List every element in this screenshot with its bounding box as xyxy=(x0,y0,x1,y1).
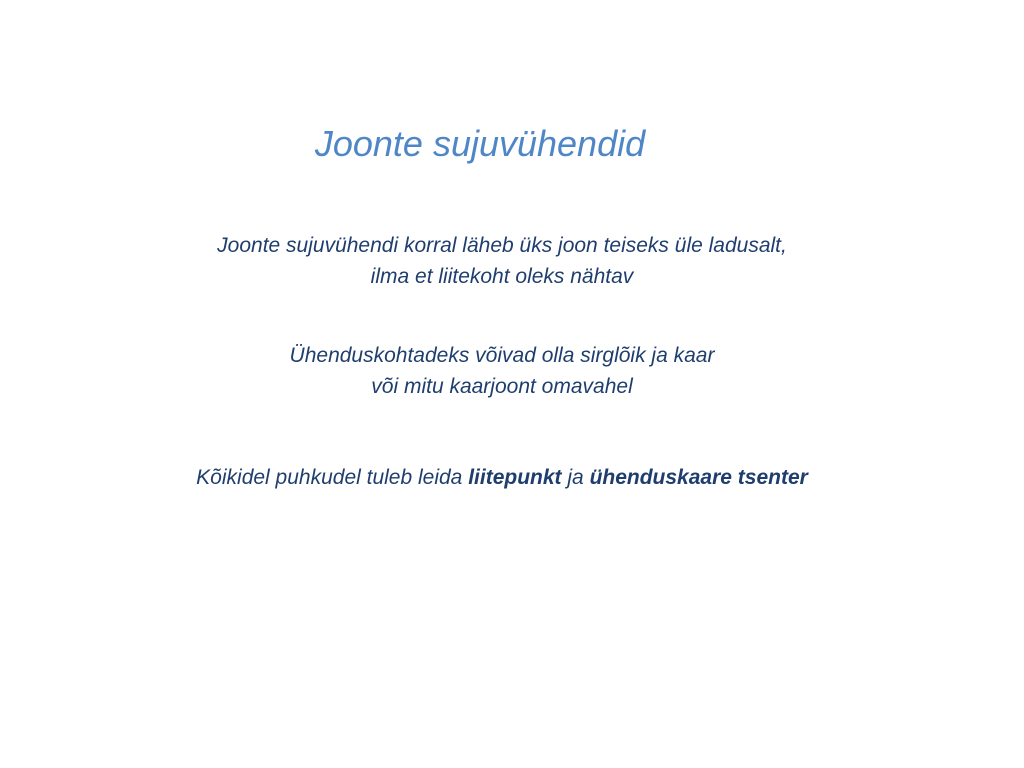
emphasis-liitepunkt: liitepunkt xyxy=(468,466,562,489)
paragraph3-line xyxy=(0,462,1004,493)
paragraph1-line1: Joonte sujuvühendi korral läheb üks joon teiseks üle ladusalt, xyxy=(217,234,787,257)
paragraph3-connector: ja xyxy=(561,466,590,489)
paragraph2-line1: Ühenduskohtadeks võivad olla sirglõik ja kaar xyxy=(289,344,715,367)
paragraph1-line2: ilma et liitekoht oleks nähtav xyxy=(370,265,634,288)
paragraph2-line2: või mitu kaarjoont omavahel xyxy=(371,375,633,398)
paragraph3-text-before: Kõikidel puhkudel tuleb leida xyxy=(196,466,469,489)
emphasis-arc-center: ühenduskaare tsenter xyxy=(589,466,808,489)
slide-title: Joonte sujuvühendid xyxy=(314,123,646,164)
paragraph-all-cases xyxy=(0,462,1004,493)
paragraph-smooth-connection xyxy=(0,230,1004,292)
paragraph-connection-points xyxy=(0,340,1004,402)
